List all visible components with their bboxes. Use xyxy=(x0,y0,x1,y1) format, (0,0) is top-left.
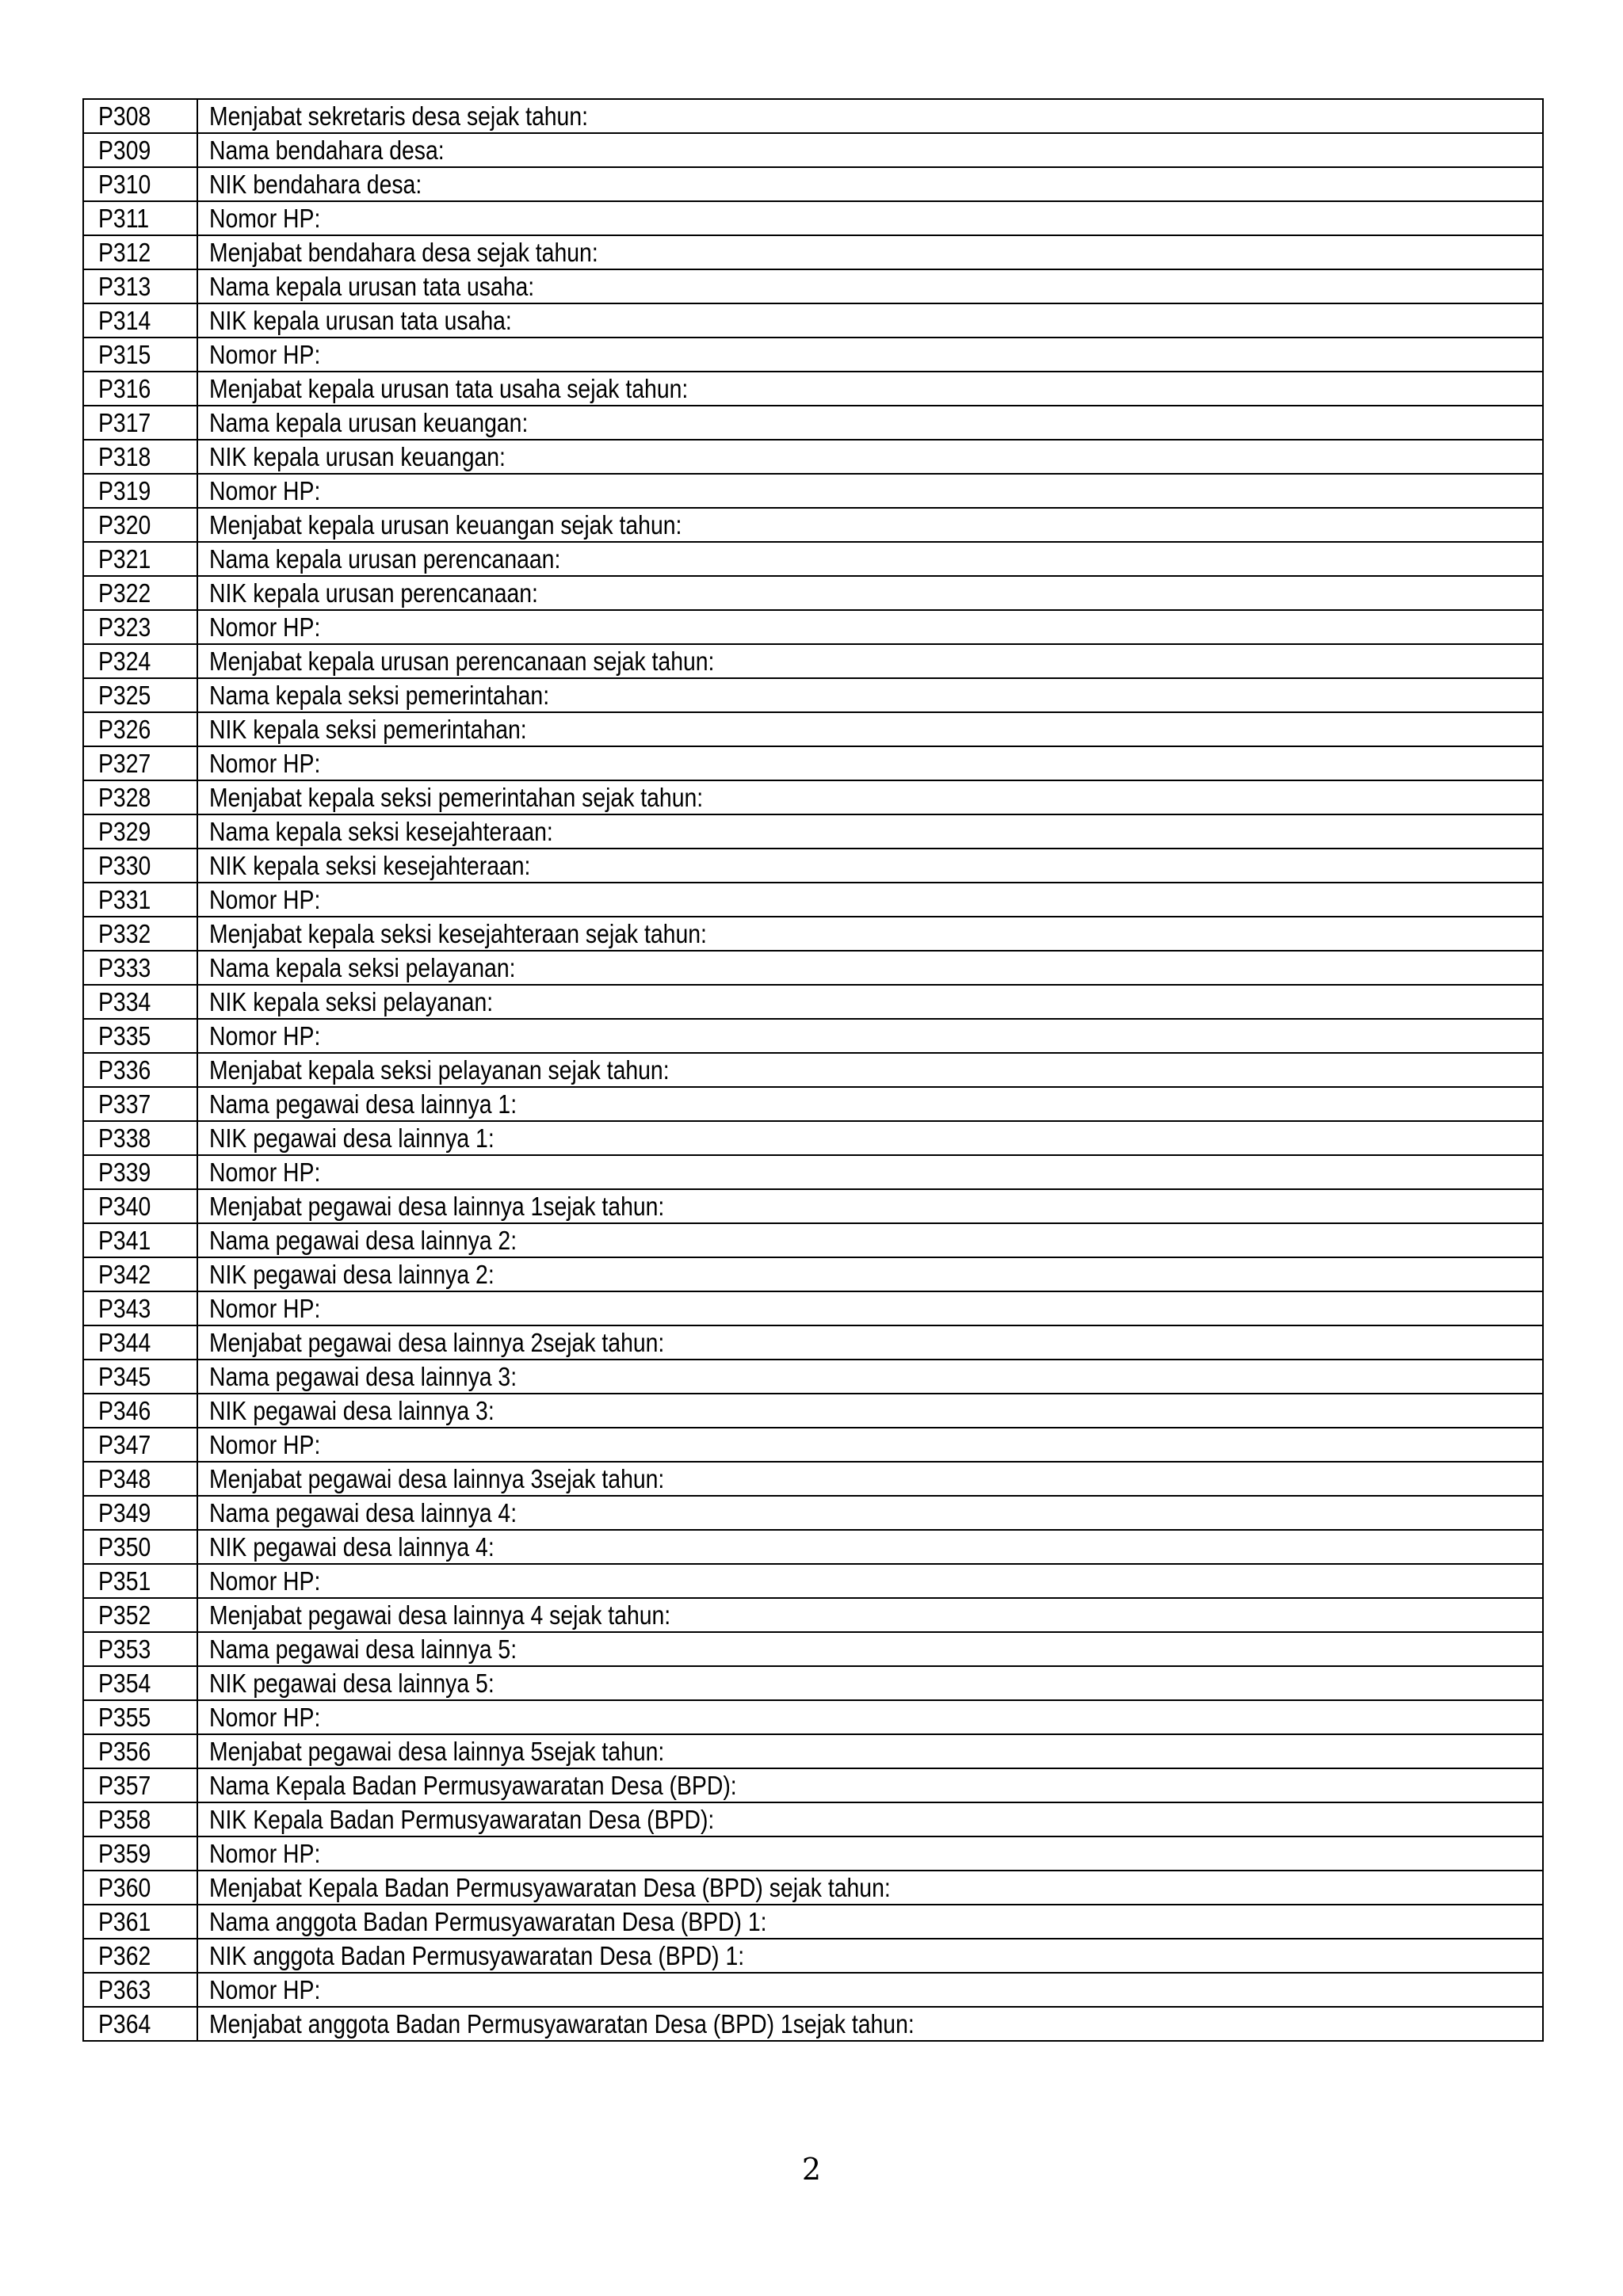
question-code: P319 xyxy=(98,476,151,505)
question-code: P357 xyxy=(98,1771,151,1800)
question-code-cell xyxy=(83,1394,197,1428)
question-code-cell xyxy=(83,1496,197,1530)
question-code: P352 xyxy=(98,1600,151,1630)
question-code: P310 xyxy=(98,170,151,199)
question-code: P318 xyxy=(98,442,151,471)
question-code-cell xyxy=(83,678,197,712)
question-code: P364 xyxy=(98,2009,151,2039)
question-code-cell xyxy=(83,1121,197,1155)
question-label-cell xyxy=(197,1564,1543,1598)
table-row xyxy=(83,1325,1543,1360)
question-label-cell xyxy=(197,2007,1543,2041)
table-row xyxy=(83,610,1543,644)
question-code: P342 xyxy=(98,1260,151,1289)
question-label: NIK pegawai desa lainnya 5: xyxy=(209,1669,495,1698)
question-code-cell xyxy=(83,1360,197,1394)
question-label: Nama kepala seksi pemerintahan: xyxy=(209,681,550,710)
question-code: P337 xyxy=(98,1089,151,1119)
table-row xyxy=(83,99,1543,133)
question-code: P346 xyxy=(98,1396,151,1425)
question-label: Nomor HP: xyxy=(209,612,321,642)
question-code-cell xyxy=(83,1836,197,1871)
question-code-cell xyxy=(83,576,197,610)
table-row xyxy=(83,1360,1543,1394)
question-label: Menjabat kepala urusan tata usaha sejak tahun: xyxy=(209,374,689,403)
table-row xyxy=(83,440,1543,474)
table-row xyxy=(83,1905,1543,1939)
question-label: Menjabat pegawai desa lainnya 1sejak tahun: xyxy=(209,1192,665,1221)
table-row xyxy=(83,1700,1543,1734)
question-label: NIK kepala seksi pemerintahan: xyxy=(209,715,527,744)
table-row xyxy=(83,1462,1543,1496)
question-code: P353 xyxy=(98,1634,151,1664)
question-code: P339 xyxy=(98,1158,151,1187)
question-code-cell xyxy=(83,338,197,372)
question-label-cell xyxy=(197,99,1543,133)
question-code-cell xyxy=(83,1428,197,1462)
question-code: P354 xyxy=(98,1669,151,1698)
question-code: P308 xyxy=(98,101,151,131)
table-row xyxy=(83,849,1543,883)
question-code: P345 xyxy=(98,1362,151,1391)
question-code-cell xyxy=(83,1564,197,1598)
question-label: Nama kepala urusan keuangan: xyxy=(209,408,529,437)
table-row xyxy=(83,167,1543,201)
question-code-cell xyxy=(83,780,197,814)
table-row xyxy=(83,712,1543,746)
question-label-cell xyxy=(197,1802,1543,1836)
question-code-cell xyxy=(83,1155,197,1189)
table-row xyxy=(83,1564,1543,1598)
question-label-cell xyxy=(197,1905,1543,1939)
question-label: Menjabat pegawai desa lainnya 2sejak tahun: xyxy=(209,1328,665,1357)
table-row xyxy=(83,2007,1543,2041)
question-code-cell xyxy=(83,1087,197,1121)
question-code: P326 xyxy=(98,715,151,744)
questionnaire-table-body xyxy=(83,99,1543,2041)
question-label: NIK kepala seksi kesejahteraan: xyxy=(209,851,531,880)
question-code: P316 xyxy=(98,374,151,403)
question-label: Menjabat anggota Badan Permusyawaratan Desa (BPD) 1sejak tahun: xyxy=(209,2009,915,2039)
table-row xyxy=(83,1836,1543,1871)
question-label: Menjabat kepala urusan keuangan sejak tahun: xyxy=(209,510,682,540)
question-label: Nomor HP: xyxy=(209,885,321,914)
question-code-cell xyxy=(83,235,197,269)
question-label: Nomor HP: xyxy=(209,1430,321,1459)
question-code: P327 xyxy=(98,749,151,778)
questionnaire-table xyxy=(82,98,1544,2042)
question-label: NIK pegawai desa lainnya 3: xyxy=(209,1396,495,1425)
question-code: P330 xyxy=(98,851,151,880)
table-row xyxy=(83,678,1543,712)
question-code-cell xyxy=(83,1189,197,1223)
question-label-cell xyxy=(197,1360,1543,1394)
question-code-cell xyxy=(83,712,197,746)
table-row xyxy=(83,1257,1543,1291)
question-code: P315 xyxy=(98,340,151,369)
question-code: P363 xyxy=(98,1975,151,2004)
table-row xyxy=(83,474,1543,508)
question-label: Nomor HP: xyxy=(209,1294,321,1323)
question-label-cell xyxy=(197,1836,1543,1871)
question-code-cell xyxy=(83,1291,197,1325)
question-label-cell xyxy=(197,1257,1543,1291)
table-row xyxy=(83,133,1543,167)
table-row xyxy=(83,1155,1543,1189)
table-row xyxy=(83,372,1543,406)
question-label: Nama pegawai desa lainnya 3: xyxy=(209,1362,517,1391)
question-label: NIK Kepala Badan Permusyawaratan Desa (BPD): xyxy=(209,1805,715,1834)
question-code: P311 xyxy=(98,204,150,233)
question-code: P350 xyxy=(98,1532,151,1562)
question-code: P328 xyxy=(98,783,151,812)
question-label: Nomor HP: xyxy=(209,476,321,505)
question-code-cell xyxy=(83,814,197,849)
question-label-cell xyxy=(197,576,1543,610)
question-code: P333 xyxy=(98,953,151,982)
question-label: Nama anggota Badan Permusyawaratan Desa (BPD) 1: xyxy=(209,1907,767,1936)
question-code-cell xyxy=(83,1973,197,2007)
question-label-cell xyxy=(197,1973,1543,2007)
question-label-cell xyxy=(197,1632,1543,1666)
question-label-cell xyxy=(197,610,1543,644)
question-label-cell xyxy=(197,406,1543,440)
question-code-cell xyxy=(83,1530,197,1564)
table-row xyxy=(83,985,1543,1019)
table-row xyxy=(83,1223,1543,1257)
question-code: P324 xyxy=(98,646,151,676)
question-label: Nomor HP: xyxy=(209,204,321,233)
question-code: P358 xyxy=(98,1805,151,1834)
question-code-cell xyxy=(83,1666,197,1700)
question-label-cell xyxy=(197,1768,1543,1802)
question-label-cell xyxy=(197,985,1543,1019)
question-code-cell xyxy=(83,508,197,542)
table-row xyxy=(83,1666,1543,1700)
question-label-cell xyxy=(197,917,1543,951)
question-label-cell xyxy=(197,542,1543,576)
question-code-cell xyxy=(83,1019,197,1053)
question-label-cell xyxy=(197,235,1543,269)
question-label: Nama kepala seksi kesejahteraan: xyxy=(209,817,553,846)
question-code-cell xyxy=(83,1462,197,1496)
table-row xyxy=(83,303,1543,338)
question-label: Menjabat kepala seksi pemerintahan sejak tahun: xyxy=(209,783,704,812)
question-code-cell xyxy=(83,1632,197,1666)
question-label-cell xyxy=(197,1189,1543,1223)
question-code-cell xyxy=(83,1053,197,1087)
question-code-cell xyxy=(83,1257,197,1291)
question-code-cell xyxy=(83,1325,197,1360)
question-label-cell xyxy=(197,440,1543,474)
question-label: Nomor HP: xyxy=(209,1158,321,1187)
question-label: Nomor HP: xyxy=(209,1021,321,1051)
question-label-cell xyxy=(197,712,1543,746)
table-row xyxy=(83,644,1543,678)
question-label: NIK kepala urusan tata usaha: xyxy=(209,306,512,335)
question-code-cell xyxy=(83,99,197,133)
question-label-cell xyxy=(197,201,1543,235)
question-label-cell xyxy=(197,167,1543,201)
question-label-cell xyxy=(197,814,1543,849)
question-label-cell xyxy=(197,338,1543,372)
question-label: NIK bendahara desa: xyxy=(209,170,422,199)
question-label-cell xyxy=(197,951,1543,985)
question-label: Menjabat Kepala Badan Permusyawaratan Desa (BPD) sejak tahun: xyxy=(209,1873,891,1902)
question-label-cell xyxy=(197,133,1543,167)
question-code: P329 xyxy=(98,817,151,846)
question-label: NIK kepala urusan keuangan: xyxy=(209,442,506,471)
question-code: P359 xyxy=(98,1839,151,1868)
table-row xyxy=(83,1121,1543,1155)
question-code: P321 xyxy=(98,544,151,574)
question-label-cell xyxy=(197,372,1543,406)
question-code: P360 xyxy=(98,1873,151,1902)
question-code-cell xyxy=(83,985,197,1019)
table-row xyxy=(83,542,1543,576)
question-code-cell xyxy=(83,1598,197,1632)
question-code: P332 xyxy=(98,919,151,948)
table-row xyxy=(83,1428,1543,1462)
question-label: NIK pegawai desa lainnya 2: xyxy=(209,1260,495,1289)
table-row xyxy=(83,1973,1543,2007)
question-label-cell xyxy=(197,1734,1543,1768)
question-code: P349 xyxy=(98,1498,151,1527)
question-label: Menjabat pegawai desa lainnya 5sejak tahun: xyxy=(209,1737,665,1766)
question-label-cell xyxy=(197,1394,1543,1428)
question-code-cell xyxy=(83,883,197,917)
table-row xyxy=(83,917,1543,951)
question-code: P347 xyxy=(98,1430,151,1459)
question-label: Nama pegawai desa lainnya 1: xyxy=(209,1089,517,1119)
question-code-cell xyxy=(83,372,197,406)
question-label: NIK pegawai desa lainnya 4: xyxy=(209,1532,495,1562)
question-label-cell xyxy=(197,508,1543,542)
question-label-cell xyxy=(197,1087,1543,1121)
question-code: P335 xyxy=(98,1021,151,1051)
question-code-cell xyxy=(83,917,197,951)
question-label: Nama pegawai desa lainnya 5: xyxy=(209,1634,517,1664)
table-row xyxy=(83,1939,1543,1973)
question-label-cell xyxy=(197,1053,1543,1087)
question-label: Nama pegawai desa lainnya 4: xyxy=(209,1498,517,1527)
question-label: Nomor HP: xyxy=(209,749,321,778)
table-row xyxy=(83,235,1543,269)
question-label: Menjabat pegawai desa lainnya 4 sejak tahun: xyxy=(209,1600,671,1630)
question-code-cell xyxy=(83,1871,197,1905)
question-code: P320 xyxy=(98,510,151,540)
table-row xyxy=(83,269,1543,303)
question-label: Nama bendahara desa: xyxy=(209,135,445,165)
question-label: Nomor HP: xyxy=(209,1703,321,1732)
table-row xyxy=(83,338,1543,372)
question-label: Nama pegawai desa lainnya 2: xyxy=(209,1226,517,1255)
question-code: P343 xyxy=(98,1294,151,1323)
question-code-cell xyxy=(83,2007,197,2041)
question-code: P309 xyxy=(98,135,151,165)
question-label-cell xyxy=(197,269,1543,303)
table-row xyxy=(83,1871,1543,1905)
question-label-cell xyxy=(197,1325,1543,1360)
question-label-cell xyxy=(197,1462,1543,1496)
question-label: NIK kepala seksi pelayanan: xyxy=(209,987,494,1016)
question-code-cell xyxy=(83,1700,197,1734)
table-row xyxy=(83,780,1543,814)
question-code: P331 xyxy=(98,885,151,914)
table-row xyxy=(83,576,1543,610)
question-label: Menjabat kepala urusan perencanaan sejak tahun: xyxy=(209,646,715,676)
question-code-cell xyxy=(83,644,197,678)
question-label: Nama Kepala Badan Permusyawaratan Desa (BPD): xyxy=(209,1771,737,1800)
table-row xyxy=(83,1019,1543,1053)
question-code: P322 xyxy=(98,578,151,608)
question-code-cell xyxy=(83,440,197,474)
question-label-cell xyxy=(197,1700,1543,1734)
question-label-cell xyxy=(197,1871,1543,1905)
table-row xyxy=(83,814,1543,849)
question-label: NIK pegawai desa lainnya 1: xyxy=(209,1123,495,1153)
question-label-cell xyxy=(197,746,1543,780)
table-row xyxy=(83,1496,1543,1530)
question-code: P361 xyxy=(98,1907,151,1936)
question-code-cell xyxy=(83,1802,197,1836)
question-code: P325 xyxy=(98,681,151,710)
question-code-cell xyxy=(83,610,197,644)
question-code-cell xyxy=(83,1939,197,1973)
question-label-cell xyxy=(197,303,1543,338)
question-code-cell xyxy=(83,1223,197,1257)
question-label-cell xyxy=(197,1530,1543,1564)
question-label: NIK anggota Badan Permusyawaratan Desa (BPD) 1: xyxy=(209,1941,745,1970)
table-row xyxy=(83,1394,1543,1428)
question-code: P348 xyxy=(98,1464,151,1493)
question-label-cell xyxy=(197,1598,1543,1632)
table-row xyxy=(83,1768,1543,1802)
page-number: 2 xyxy=(801,2152,822,2187)
table-row xyxy=(83,746,1543,780)
question-label: NIK kepala urusan perencanaan: xyxy=(209,578,538,608)
question-label: Menjabat kepala seksi pelayanan sejak tahun: xyxy=(209,1055,670,1085)
question-label: Nomor HP: xyxy=(209,340,321,369)
question-code: P341 xyxy=(98,1226,151,1255)
question-code-cell xyxy=(83,1734,197,1768)
question-label-cell xyxy=(197,1666,1543,1700)
question-label-cell xyxy=(197,644,1543,678)
question-code: P362 xyxy=(98,1941,151,1970)
question-label-cell xyxy=(197,1223,1543,1257)
table-row xyxy=(83,1632,1543,1666)
question-label-cell xyxy=(197,678,1543,712)
question-label: Menjabat bendahara desa sejak tahun: xyxy=(209,238,598,267)
question-code-cell xyxy=(83,133,197,167)
question-code: P351 xyxy=(98,1566,151,1596)
question-code-cell xyxy=(83,167,197,201)
question-label: Menjabat sekretaris desa sejak tahun: xyxy=(209,101,588,131)
question-label-cell xyxy=(197,1121,1543,1155)
question-code: P312 xyxy=(98,238,151,267)
question-label-cell xyxy=(197,849,1543,883)
question-label: Menjabat pegawai desa lainnya 3sejak tahun: xyxy=(209,1464,665,1493)
question-code-cell xyxy=(83,849,197,883)
question-label: Nama kepala seksi pelayanan: xyxy=(209,953,516,982)
question-label-cell xyxy=(197,780,1543,814)
question-code-cell xyxy=(83,201,197,235)
question-code-cell xyxy=(83,406,197,440)
question-code: P356 xyxy=(98,1737,151,1766)
question-label: Menjabat kepala seksi kesejahteraan sejak tahun: xyxy=(209,919,707,948)
question-label-cell xyxy=(197,1939,1543,1973)
table-row xyxy=(83,406,1543,440)
question-label: Nomor HP: xyxy=(209,1975,321,2004)
table-row xyxy=(83,1530,1543,1564)
question-label: Nama kepala urusan tata usaha: xyxy=(209,272,535,301)
question-code-cell xyxy=(83,1905,197,1939)
table-row xyxy=(83,1291,1543,1325)
question-label-cell xyxy=(197,474,1543,508)
question-code: P323 xyxy=(98,612,151,642)
question-code-cell xyxy=(83,746,197,780)
question-label: Nomor HP: xyxy=(209,1566,321,1596)
question-code: P338 xyxy=(98,1123,151,1153)
question-code-cell xyxy=(83,269,197,303)
table-row xyxy=(83,1053,1543,1087)
table-row xyxy=(83,1734,1543,1768)
question-code-cell xyxy=(83,474,197,508)
question-code: P317 xyxy=(98,408,151,437)
question-code: P344 xyxy=(98,1328,151,1357)
question-code-cell xyxy=(83,303,197,338)
table-row xyxy=(83,201,1543,235)
table-row xyxy=(83,1087,1543,1121)
table-row xyxy=(83,1802,1543,1836)
table-row xyxy=(83,1598,1543,1632)
question-code-cell xyxy=(83,1768,197,1802)
question-label: Nama kepala urusan perencanaan: xyxy=(209,544,561,574)
table-row xyxy=(83,883,1543,917)
question-code: P340 xyxy=(98,1192,151,1221)
table-row xyxy=(83,1189,1543,1223)
question-code: P334 xyxy=(98,987,151,1016)
question-code: P314 xyxy=(98,306,151,335)
question-code-cell xyxy=(83,542,197,576)
question-code-cell xyxy=(83,951,197,985)
question-code: P355 xyxy=(98,1703,151,1732)
question-code: P336 xyxy=(98,1055,151,1085)
question-label-cell xyxy=(197,1496,1543,1530)
table-row xyxy=(83,951,1543,985)
table-row xyxy=(83,508,1543,542)
question-label-cell xyxy=(197,1428,1543,1462)
question-label-cell xyxy=(197,1019,1543,1053)
question-label: Nomor HP: xyxy=(209,1839,321,1868)
question-label-cell xyxy=(197,1155,1543,1189)
question-code: P313 xyxy=(98,272,151,301)
question-label-cell xyxy=(197,1291,1543,1325)
question-label-cell xyxy=(197,883,1543,917)
